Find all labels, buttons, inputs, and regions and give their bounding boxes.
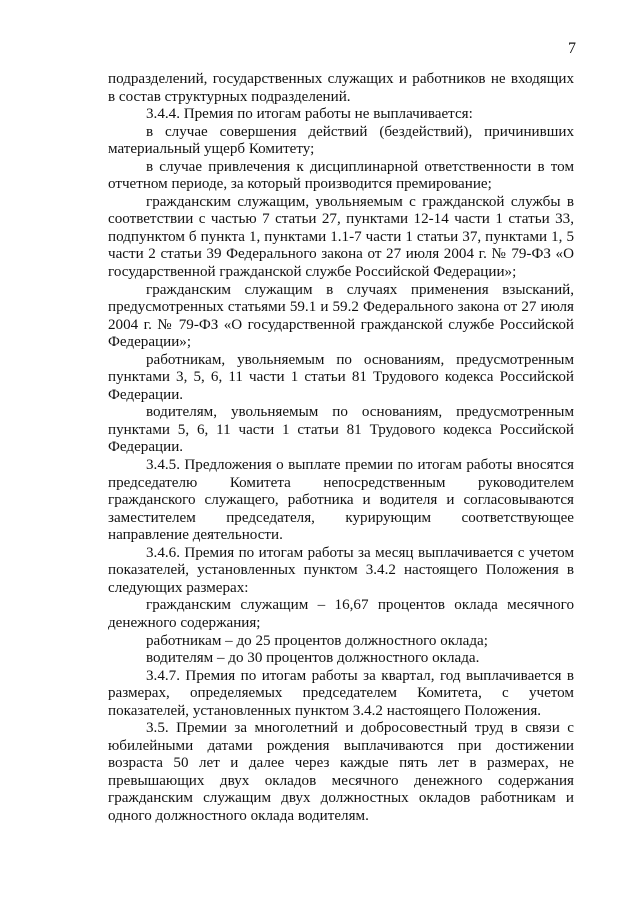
paragraph-civil-servants-dismissal: гражданским служащим, увольняемым с гражданской службы в соответствии с частью 7 статьи 27, пунктами 12-14 части 1 статьи 33, подпунктом б пункта 1, пунктами 1.1-7 части 1 статьи 37, пунктами 1, 5 части 2 статьи 39 Федерального закона от 27 июля 2004 г. № 79-ФЗ «О государственной гражданской службе Российской Федерации»; [108,193,574,281]
paragraph-3-4-5: 3.4.5. Предложения о выплате премии по итогам работы вносятся председателю Комитета непосредственным руководителем гражданского служащего, работника и водителя и согласовываются заместителем председателя, курирующим соответствующее направление деятельности. [108,457,574,544]
page-number: 7 [568,40,576,57]
paragraph-damage: в случае совершения действий (бездействий), причинивших материальный ущерб Комитету; [108,123,574,158]
paragraph-civil-servants-rate: гражданским служащим – 16,67 процентов оклада месячного денежного содержания; [108,597,574,631]
paragraph-3-4-6: 3.4.6. Премия по итогам работы за месяц выплачивается с учетом показателей, установленных пунктом 3.4.2 настоящего Положения в следующих размерах: [108,544,574,596]
paragraph-workers-dismissal: работникам, увольняемым по основаниям, предусмотренным пунктами 3, 5, 6, 11 части 1 статьи 81 Трудового кодекса Российской Федерации. [108,351,574,403]
paragraph-3-4-4: 3.4.4. Премия по итогам работы не выплачивается: [146,106,473,123]
paragraph-drivers-rate: водителям – до 30 процентов должностного оклада. [146,650,480,667]
paragraph-continuation: подразделений, государственных служащих и работников не входящих в состав структурных подразделений. [108,71,574,105]
paragraph-drivers-dismissal: водителям, увольняемым по основаниям, предусмотренным пунктами 5, 6, 11 части 1 статьи 81 Трудового кодекса Российской Федерации. [108,404,574,456]
paragraph-disciplinary: в случае привлечения к дисциплинарной ответственности в том отчетном периоде, за который производится премирование; [108,158,574,193]
paragraph-3-4-7: 3.4.7. Премия по итогам работы за квартал, год выплачивается в размерах, определяемых председателем Комитета, с учетом показателей, установленных пунктом 3.4.2 настоящего Положения. [108,667,574,719]
paragraph-workers-rate: работникам – до 25 процентов должностного оклада; [146,632,488,649]
paragraph-3-5: 3.5. Премии за многолетний и добросовестный труд в связи с юбилейными датами рождения выплачиваются при достижении возраста 50 лет и далее через каждые пять лет в размерах, не превышающих двух окладов месячного денежного содержания гражданским служащим двух должностных окладов работникам и одного должностного оклада водителям. [108,720,574,824]
document-body [108,71,574,826]
paragraph-penalties: гражданским служащим в случаях применения взысканий, предусмотренных статьями 59.1 и 59.2 Федерального закона от 27 июля 2004 г. № 79-ФЗ «О государственной гражданской службе Российской Федерации»; [108,281,574,351]
